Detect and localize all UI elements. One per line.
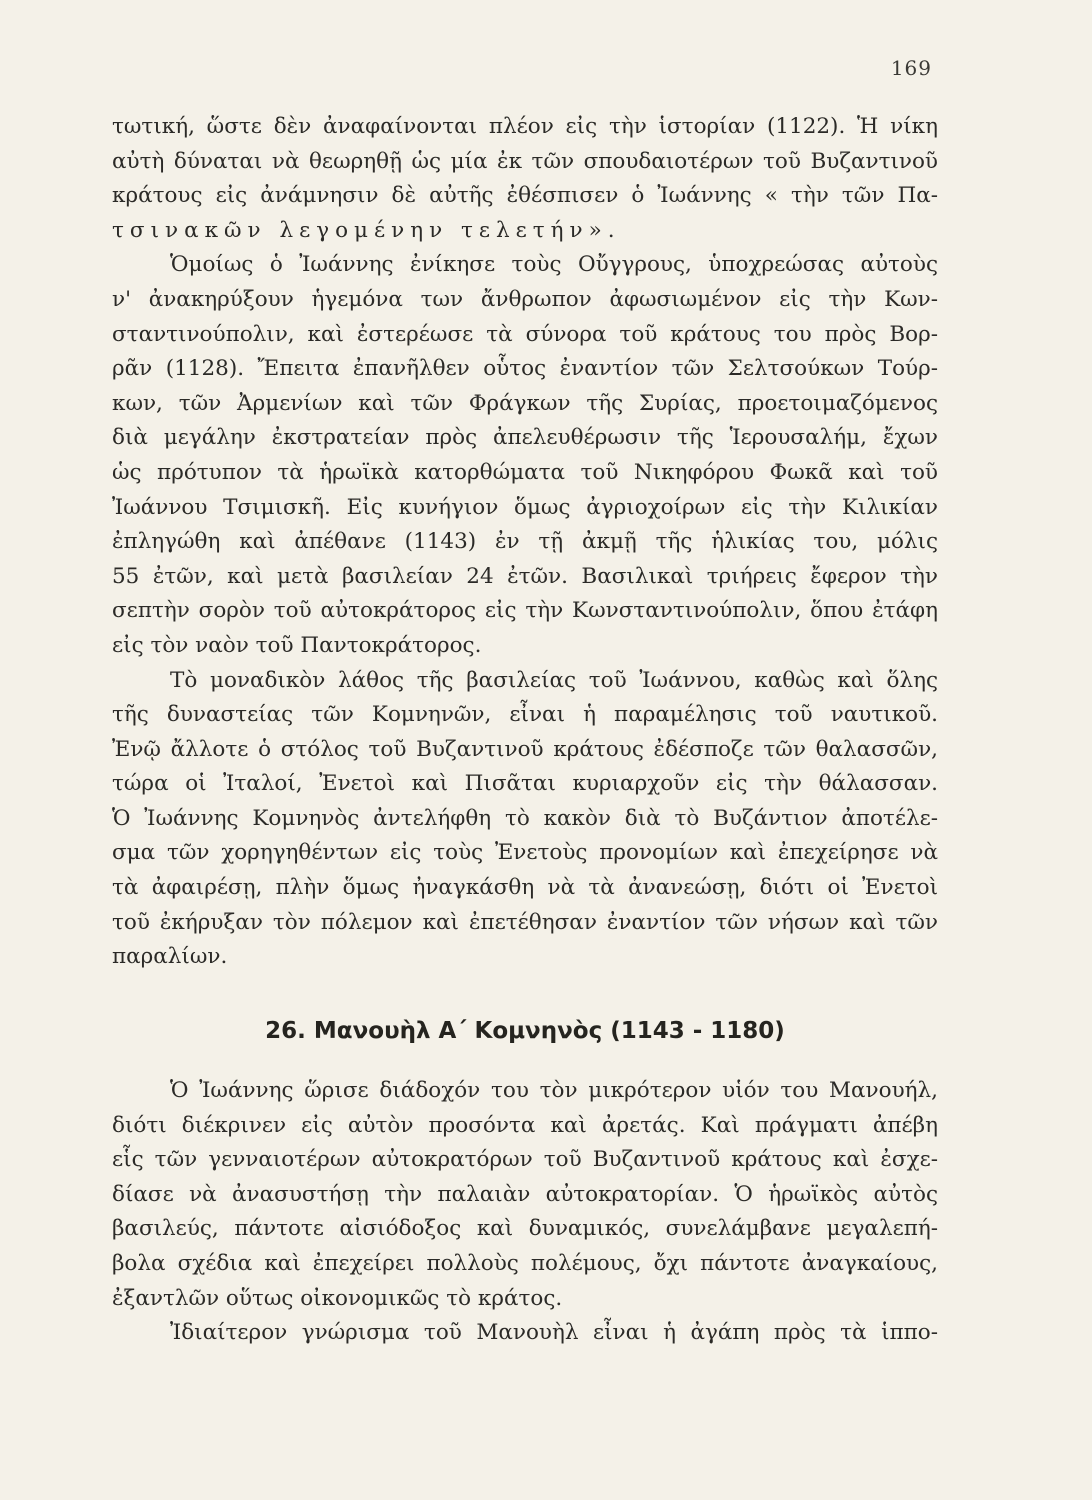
text-line: ἐξαντλῶν οὕτως οἰκονομικῶς τὸ κράτος. [112, 1285, 563, 1311]
text-line: τωτική, ὥστε δὲν ἀναφαίνονται πλέον εἰς τὴν ἱστορίαν (1122). Ἡ νίκη [112, 114, 938, 139]
text-line: διότι διέκρινεν εἰς αὐτὸν προσόντα καὶ ἀρετάς. Καὶ πράγματι ἀπέβη [112, 1112, 938, 1138]
text-line: ρᾶν (1128). Ἔπειτα ἐπανῆλθεν οὗτος ἐναντίον τῶν Σελτσούκων Τούρ- [112, 356, 938, 382]
text-line: Τὸ μοναδικὸν λάθος τῆς βασιλείας τοῦ Ἰωάννου, καθὼς καὶ ὅλης [170, 667, 938, 693]
text-line: εἰς τὸν ναὸν τοῦ Παντοκράτορος. [112, 632, 482, 658]
text-line: κων, τῶν Ἀρμενίων καὶ τῶν Φράγκων τῆς Συρίας, προετοιμαζόμενος [112, 390, 938, 416]
text-line: τοῦ ἐκήρυξαν τὸν πόλεμον καὶ ἐπετέθησαν ἐναντίον τῶν νήσων καὶ τῶν [112, 909, 938, 935]
section-heading: 26. Μανουὴλ Α΄ Κομνηνὸς (1143 - 1180) [265, 1018, 785, 1044]
text-line: βολα σχέδια καὶ ἐπεχείρει πολλοὺς πολέμους, ὄχι πάντοτε ἀναγκαίους, [112, 1250, 938, 1276]
text-line: τώρα οἱ Ἰταλοί, Ἐνετοὶ καὶ Πισᾶται κυριαρχοῦν εἰς τὴν θάλασσαν. [112, 771, 938, 797]
body-text-section-1 [112, 110, 938, 975]
text-line: σεπτὴν σορὸν τοῦ αὐτοκράτορος εἰς τὴν Κωνσταντινούπολιν, ὅπου ἐτάφη [112, 598, 938, 624]
text-line: τῆς δυναστείας τῶν Κομνηνῶν, εἶναι ἡ παραμέλησις τοῦ ναυτικοῦ. [112, 702, 938, 728]
text-line: ὡς πρότυπον τὰ ἡρωϊκὰ κατορθώματα τοῦ Νικηφόρου Φωκᾶ καὶ τοῦ [112, 459, 938, 485]
page-number: 169 [890, 56, 932, 80]
text-line: δίασε νὰ ἀνασυστήσῃ τὴν παλαιὰν αὐτοκρατορίαν. Ὁ ἡρωϊκὸς αὐτὸς [112, 1181, 938, 1207]
text-line: εἷς τῶν γενναιοτέρων αὐτοκρατόρων τοῦ Βυζαντινοῦ κράτους καὶ ἐσχε- [112, 1147, 938, 1173]
body-text-section-2 [112, 1074, 938, 1351]
text-line: βασιλεύς, πάντοτε αἰσιόδοξος καὶ δυναμικός, συνελάμβανε μεγαλεπή- [112, 1216, 938, 1242]
text-line: σταντινούπολιν, καὶ ἐστερέωσε τὰ σύνορα τοῦ κράτους του πρὸς Βορ- [112, 321, 938, 347]
text-line: σμα τῶν χορηγηθέντων εἰς τοὺς Ἐνετοὺς προνομίων καὶ ἐπεχείρησε νὰ [112, 840, 938, 866]
text-line: 55 ἐτῶν, καὶ μετὰ βασιλείαν 24 ἐτῶν. Βασιλικαὶ τριήρεις ἔφερον τὴν [112, 563, 938, 589]
text-line: Ὁ Ἰωάννης ὥρισε διάδοχόν του τὸν μικρότερον υἱόν του Μανουήλ, [170, 1078, 938, 1103]
text-line: Ἰδιαίτερον γνώρισμα τοῦ Μανουὴλ εἶναι ἡ ἀγάπη πρὸς τὰ ἱππο- [170, 1320, 938, 1346]
text-line: τὰ ἀφαιρέσῃ, πλὴν ὅμως ἠναγκάσθη νὰ τὰ ἀνανεώσῃ, διότι οἱ Ἐνετοὶ [112, 875, 938, 901]
text-line: Ἐνῷ ἄλλοτε ὁ στόλος τοῦ Βυζαντινοῦ κράτους ἐδέσποζε τῶν θαλασσῶν, [112, 736, 938, 762]
text-line: ν' ἀνακηρύξουν ἡγεμόνα των ἄνθρωπον ἀφωσιωμένον εἰς τὴν Κων- [112, 286, 938, 312]
text-line: ἐπληγώθη καὶ ἀπέθανε (1143) ἐν τῇ ἀκμῇ τῆς ἡλικίας του, μόλις [112, 529, 938, 555]
text-line: Ὁμοίως ὁ Ἰωάννης ἐνίκησε τοὺς Οὔγγρους, ὑποχρεώσας αὐτοὺς [170, 252, 938, 278]
text-line: διὰ μεγάλην ἐκστρατείαν πρὸς ἀπελευθέρωσιν τῆς Ἱερουσαλήμ, ἔχων [112, 425, 938, 451]
text-line: κράτους εἰς ἀνάμνησιν δὲ αὐτῆς ἐθέσπισεν ὁ Ἰωάννης « τὴν τῶν Πα- [112, 183, 938, 209]
text-line: τσινακῶν λεγομένην τελετήν». [112, 217, 621, 243]
text-line: Ἰωάννου Τσιμισκῆ. Εἰς κυνήγιον ὅμως ἀγριοχοίρων εἰς τὴν Κιλικίαν [112, 494, 938, 520]
text-line: Ὁ Ἰωάννης Κομνηνὸς ἀντελήφθη τὸ κακὸν διὰ τὸ Βυζάντιον ἀποτέλε- [112, 805, 938, 831]
text-line: παραλίων. [112, 944, 228, 970]
text-line: αὐτὴ δύναται νὰ θεωρηθῇ ὡς μία ἐκ τῶν σπουδαιοτέρων τοῦ Βυζαντινοῦ [112, 148, 938, 174]
